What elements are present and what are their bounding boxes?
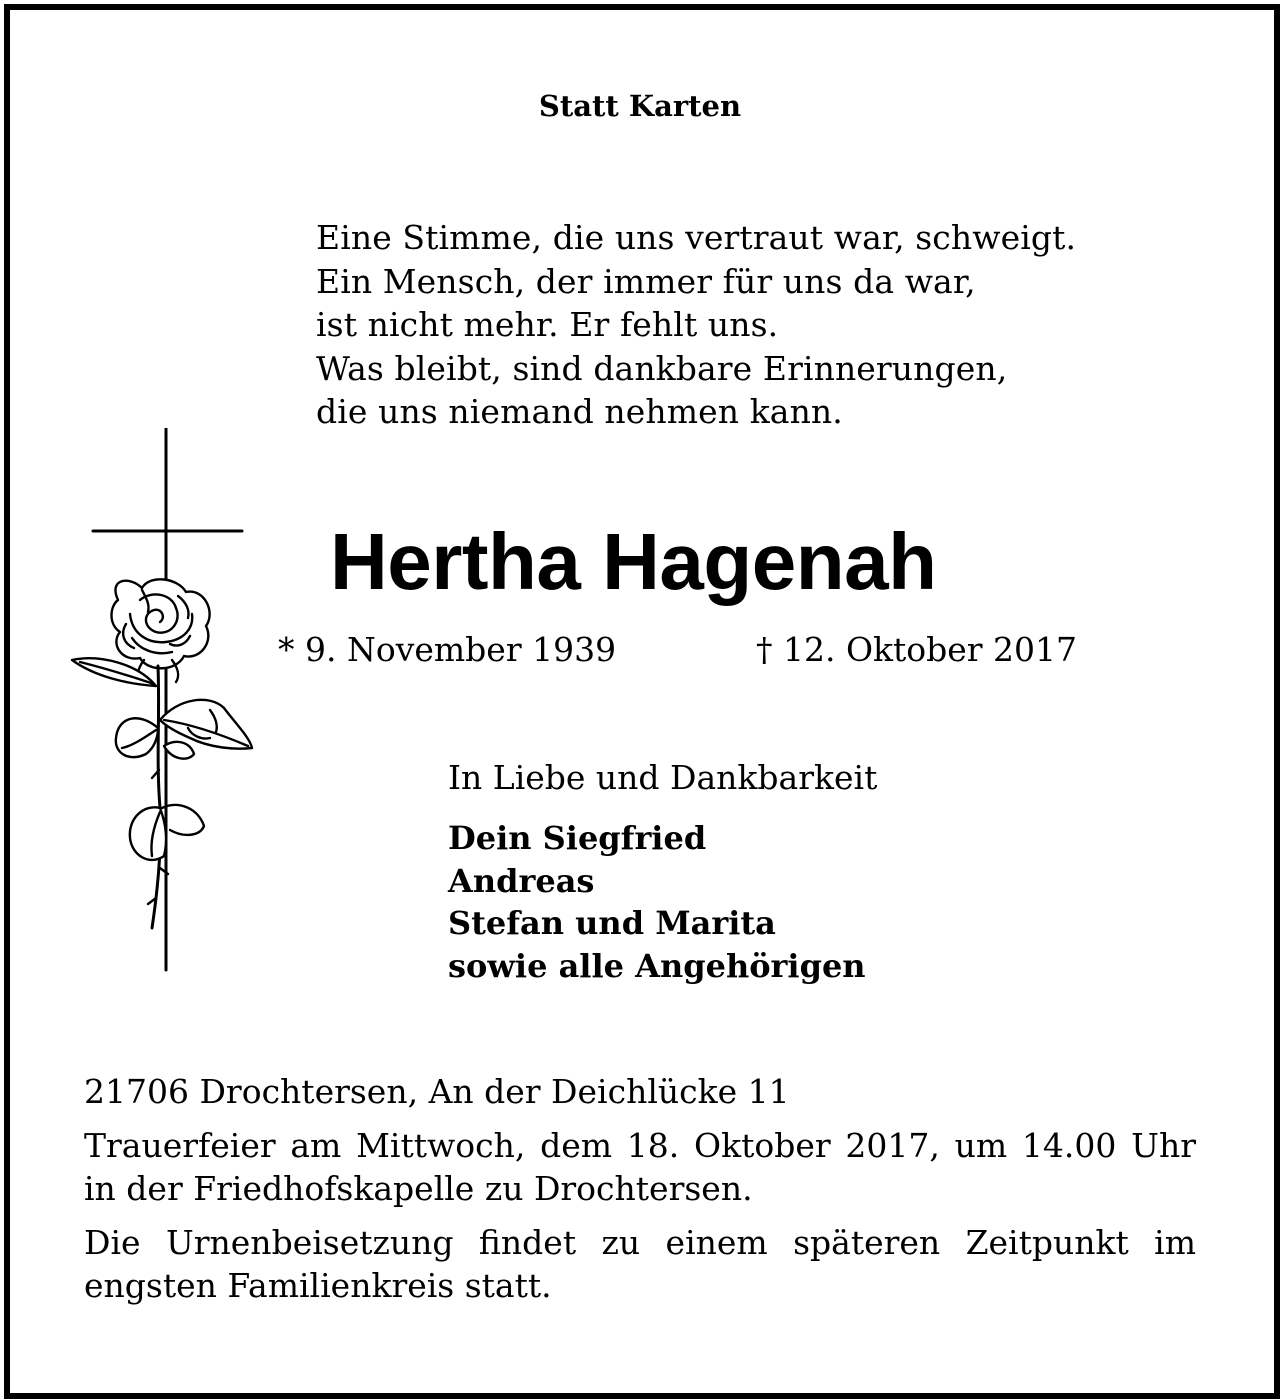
birth-date: * 9. November 1939 — [278, 630, 617, 669]
poem — [316, 216, 1076, 434]
urn-burial: Die Urnenbeisetzung findet zu einem späteren Zeitpunkt im engsten Familienkreis statt. — [84, 1222, 1196, 1305]
poem-line: Was bleibt, sind dankbare Erinnerungen, — [316, 348, 1008, 388]
notice-heading: Statt Karten — [538, 89, 742, 123]
family-member: Andreas — [448, 861, 595, 900]
funeral-service: Trauerfeier am Mittwoch, dem 18. Oktober 2017, um 14.00 Uhr in der Friedhofskapelle zu Drochtersen. — [84, 1125, 1196, 1208]
family-member: Stefan und Marita — [448, 904, 776, 942]
deceased-name: Hertha Hagenah — [330, 517, 937, 606]
death-date: † 12. Oktober 2017 — [756, 630, 1078, 669]
poem-line: Ein Mensch, der immer für uns da war, — [316, 261, 976, 301]
poem-line: ist nicht mehr. Er fehlt uns. — [316, 305, 779, 344]
service-details — [84, 1070, 1196, 1318]
closing-line: In Liebe und Dankbarkeit — [448, 758, 878, 797]
poem-line: die uns niemand nehmen kann. — [316, 392, 843, 431]
family-member: Dein Siegfried — [448, 819, 707, 857]
signatories — [448, 756, 877, 986]
address: 21706 Drochtersen, An der Deichlücke 11 — [84, 1072, 790, 1111]
cross-with-rose-icon — [60, 428, 260, 976]
family-member: sowie alle Angehörigen — [448, 946, 866, 985]
poem-line: Eine Stimme, die uns vertraut war, schweigt. — [316, 218, 1077, 257]
